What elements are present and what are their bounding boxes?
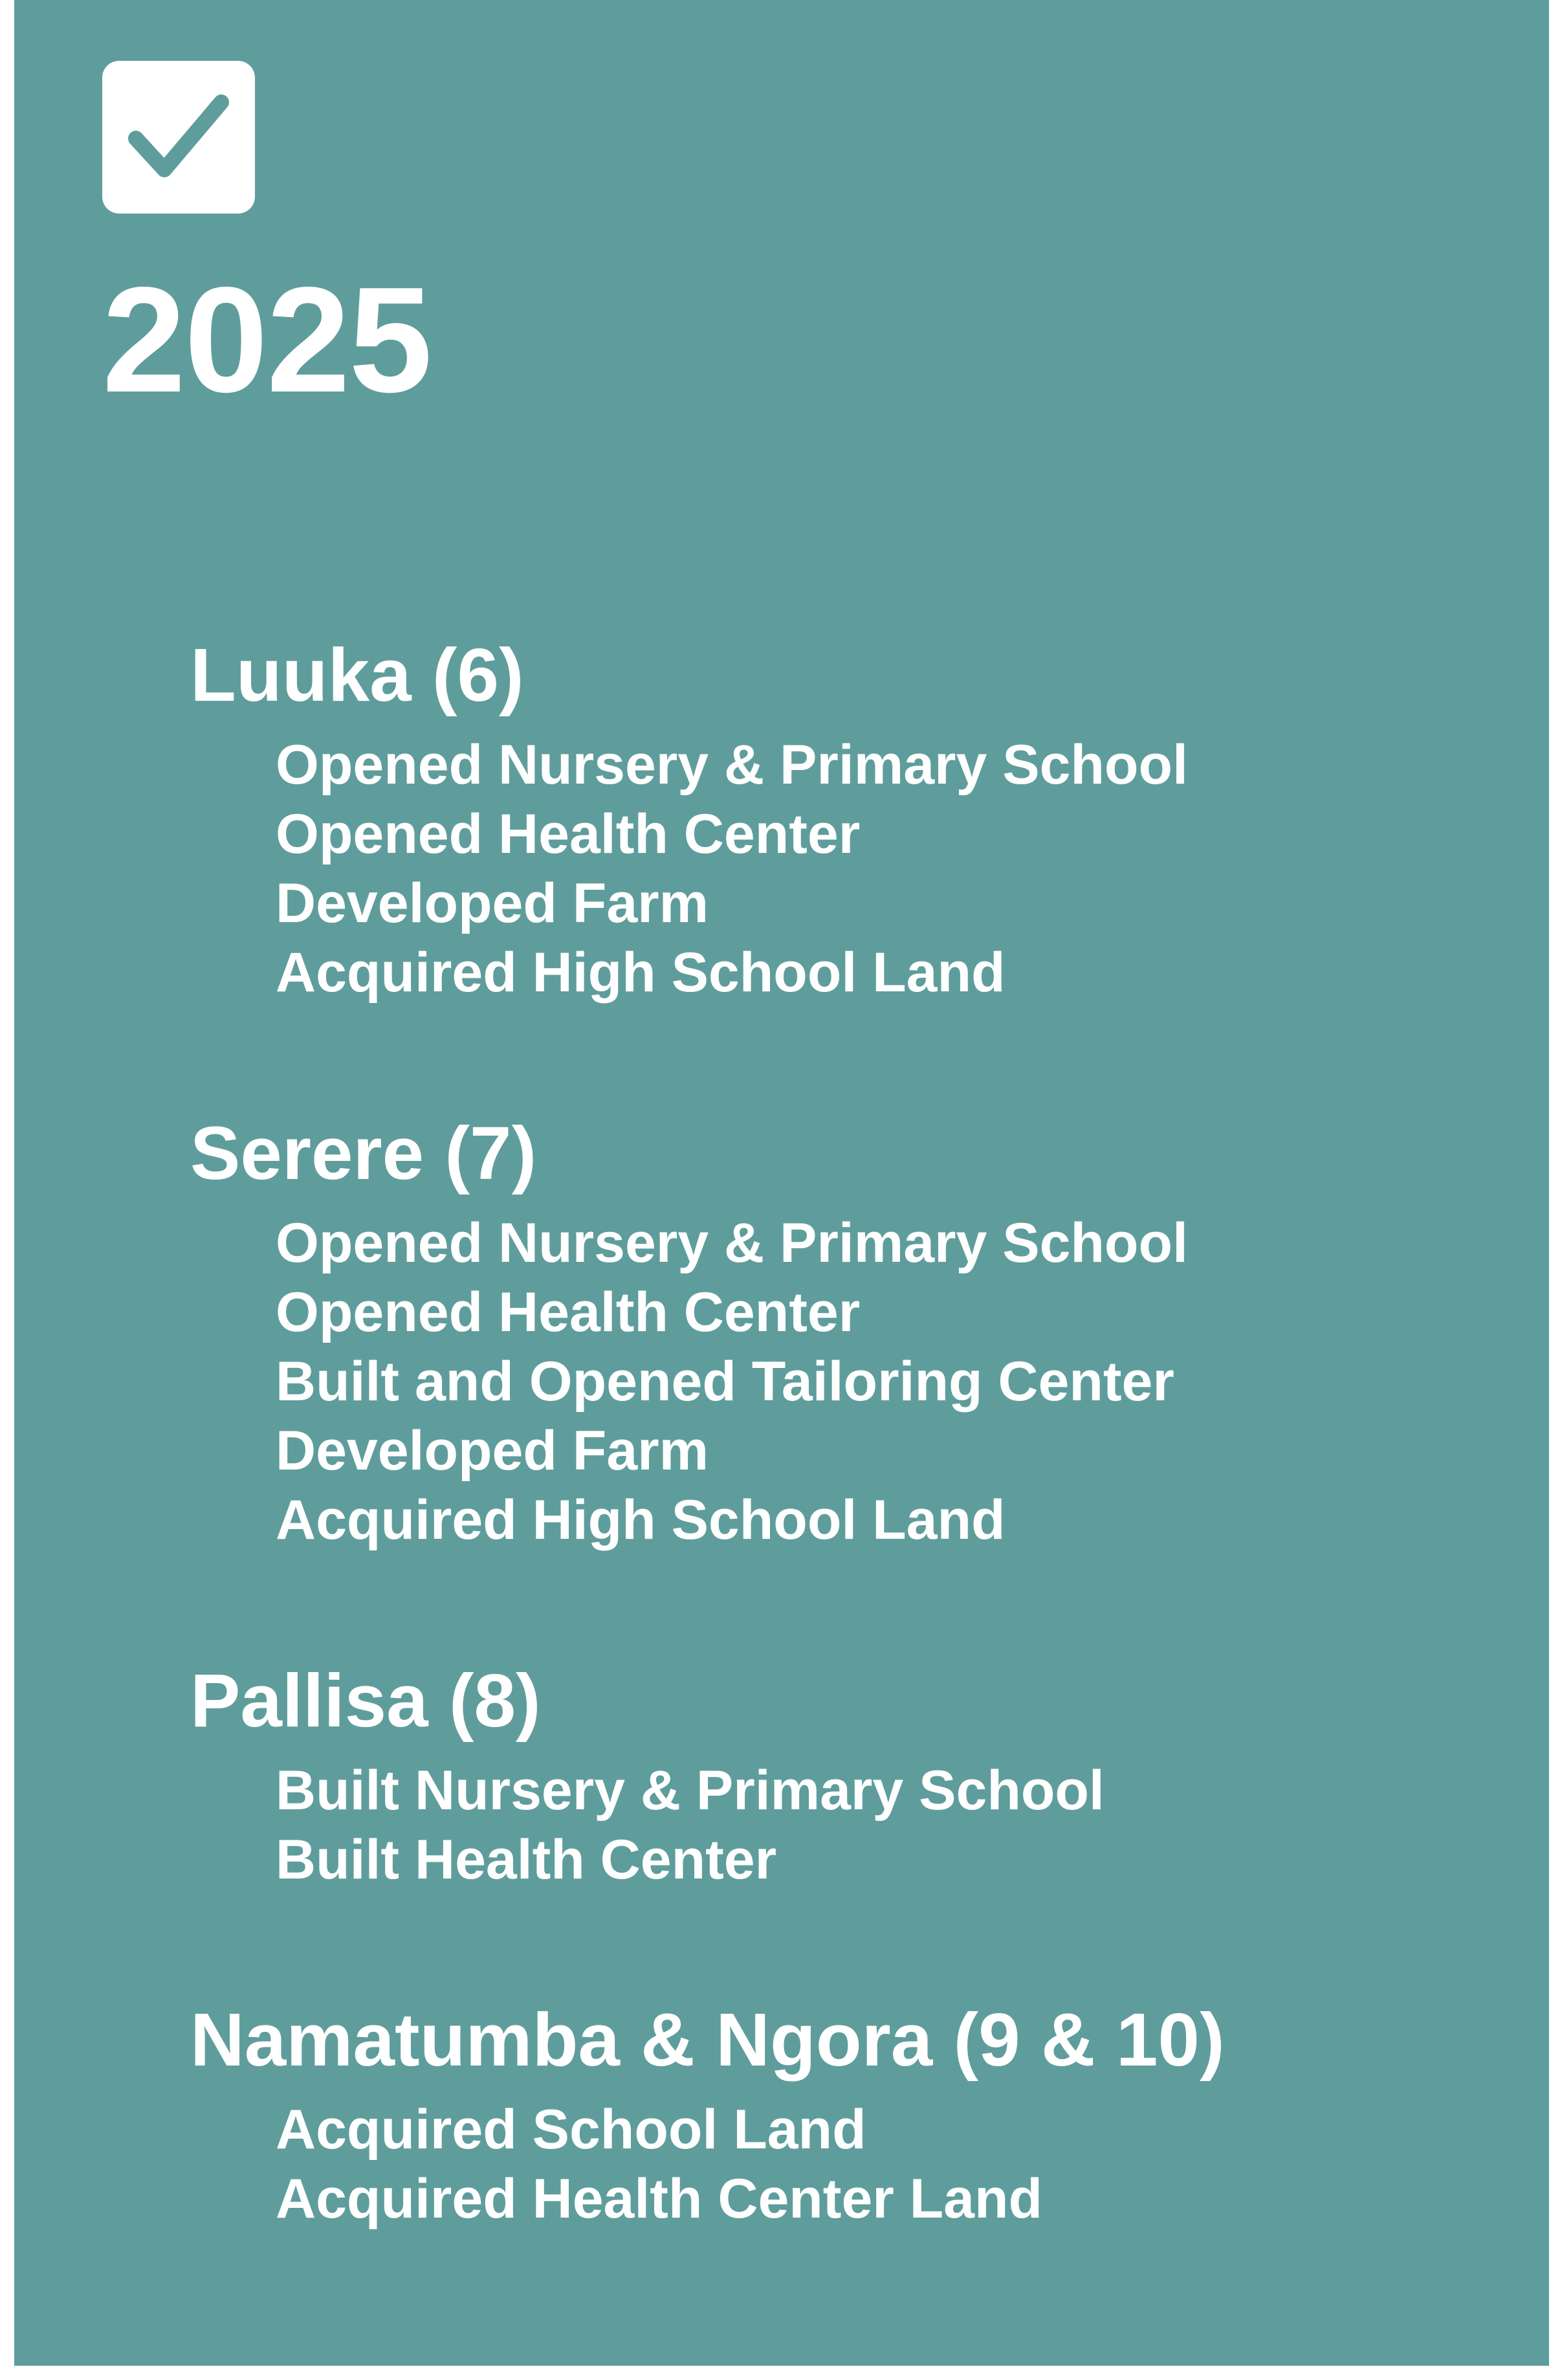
list-item: Acquired School Land — [276, 2099, 866, 2161]
section-title: Namatumba & Ngora (9 & 10) — [190, 1998, 1225, 2082]
list-item: Developed Farm — [276, 872, 709, 934]
year-heading: 2025 — [102, 256, 432, 424]
section-title: Pallisa (8) — [190, 1658, 541, 1743]
list-item: Opened Health Center — [276, 803, 861, 865]
section-title: Luuka (6) — [190, 633, 524, 717]
section-item-list — [276, 1209, 1188, 1555]
section-title: Serere (7) — [190, 1111, 537, 1195]
section-luuka — [190, 633, 1188, 1008]
section-item-list — [276, 1756, 1105, 1895]
checkmark-icon — [102, 61, 255, 214]
checkbox-checked-icon — [102, 61, 255, 214]
list-item: Opened Health Center — [276, 1281, 861, 1343]
list-item: Acquired Health Center Land — [276, 2168, 1043, 2230]
section-pallisa — [190, 1658, 1105, 1895]
completion-card — [14, 0, 1549, 2366]
list-item: Built Nursery & Primary School — [276, 1759, 1105, 1822]
list-item: Built Health Center — [276, 1829, 777, 1891]
list-item: Opened Nursery & Primary School — [276, 734, 1188, 796]
list-item: Built and Opened Tailoring Center — [276, 1350, 1174, 1413]
list-item: Developed Farm — [276, 1420, 709, 1482]
section-namatumba-ngora — [190, 1998, 1225, 2234]
section-item-list — [276, 2095, 1225, 2234]
section-serere — [190, 1111, 1188, 1555]
list-item: Acquired High School Land — [276, 942, 1006, 1004]
section-item-list — [276, 731, 1188, 1008]
list-item: Opened Nursery & Primary School — [276, 1212, 1188, 1274]
list-item: Acquired High School Land — [276, 1489, 1006, 1551]
